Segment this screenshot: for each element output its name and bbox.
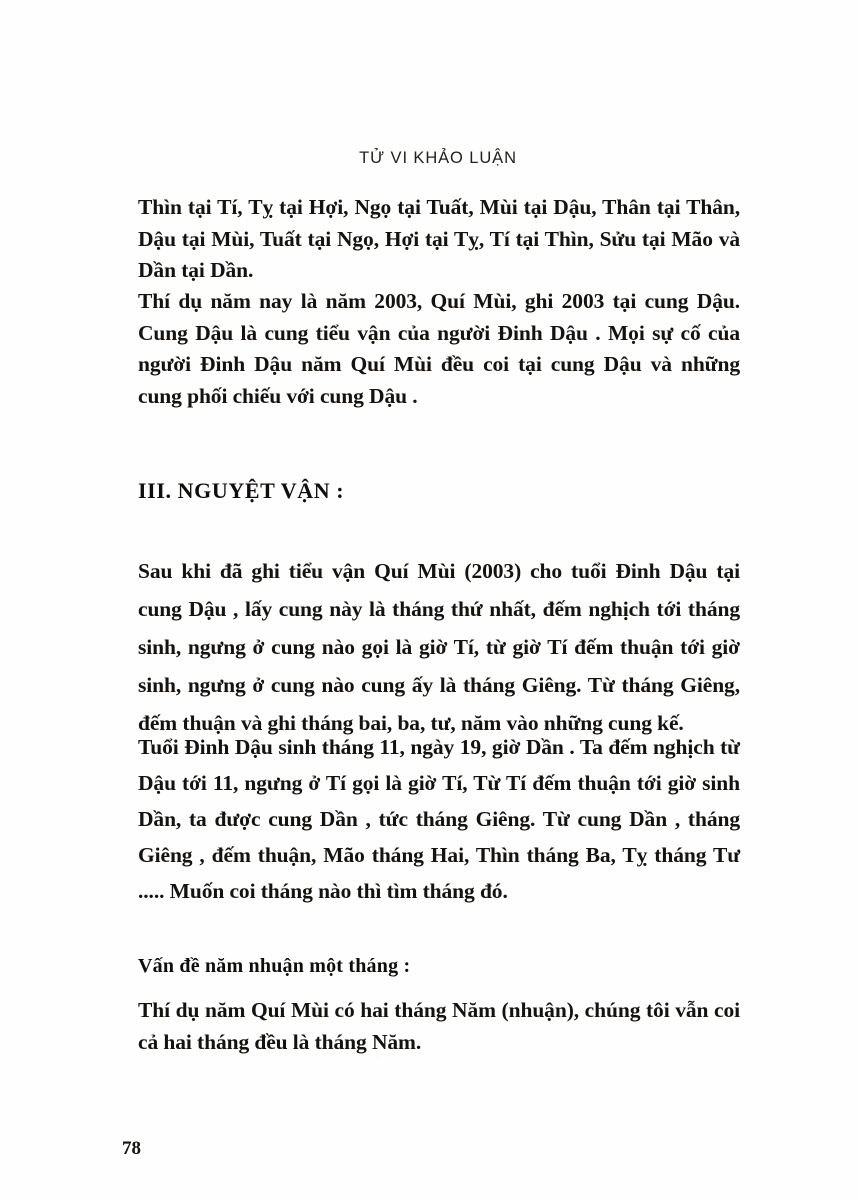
paragraph-block-4 xyxy=(138,729,740,909)
sub-heading-block xyxy=(138,955,740,978)
paragraph-block-3 xyxy=(138,552,740,742)
paragraph-monthly-fortune-method: Sau khi đã ghi tiểu vận Quí Mùi (2003) cho tuổi Đinh Dậu tại cung Dậu , lấy cung này là tháng thứ nhất, đếm nghịch tới tháng sinh, ngưng ở cung nào gọi là giờ Tí, từ giờ Tí đếm thuận tới giờ sinh, ngưng ở cung nào cung ấy là tháng Giêng. Từ tháng Giêng, đếm thuận và ghi tháng bai, ba, tư, năm vào những cung kế. xyxy=(138,559,740,735)
sub-heading-leap-month: Vấn đề năm nhuận một tháng : xyxy=(138,955,411,977)
page-number: 78 xyxy=(122,1138,141,1159)
paragraph-example-2003: Thí dụ năm nay là năm 2003, Quí Mùi, ghi 2003 tại cung Dậu. Cung Dậu là cung tiểu vận của người Đinh Dậu . Mọi sự cố của người Đinh Dậu năm Quí Mùi đều coi tại cung Dậu và những cung phối chiếu với cung Dậu . xyxy=(138,289,740,408)
paragraph-block-2 xyxy=(138,286,740,412)
section-heading-block xyxy=(138,478,740,504)
paragraph-block-1 xyxy=(138,192,740,287)
paragraph-dinh-dau-example: Tuổi Đinh Dậu sinh tháng 11, ngày 19, giờ Dần . Ta đếm nghịch từ Dậu tới 11, ngưng ở Tí gọi là giờ Tí, Từ Tí đếm thuận tới giờ sinh Dần, ta được cung Dần , tức tháng Giêng. Từ cung Dần , tháng Giêng , đếm thuận, Mão tháng Hai, Thìn tháng Ba, Tỵ tháng Tư ..... Muốn coi tháng nào thì tìm tháng đó. xyxy=(138,735,740,903)
paragraph-branch-positions: Thìn tại Tí, Tỵ tại Hợi, Ngọ tại Tuất, Mùi tại Dậu, Thân tại Thân, Dậu tại Mùi, Tuất tại Ngọ, Hợi tại Tỵ, Tí tại Thìn, Sửu tại Mão và Dần tại Dần. xyxy=(138,195,740,282)
running-head: TỬ VI KHẢO LUẬN xyxy=(359,149,517,167)
section-heading-nguyet-van: III. NGUYỆT VẬN : xyxy=(138,478,345,503)
paragraph-leap-month-example: Thí dụ năm Quí Mùi có hai tháng Năm (nhuận), chúng tôi vẫn coi cả hai tháng đều là tháng Năm. xyxy=(138,998,740,1054)
paragraph-block-5 xyxy=(138,995,740,1058)
